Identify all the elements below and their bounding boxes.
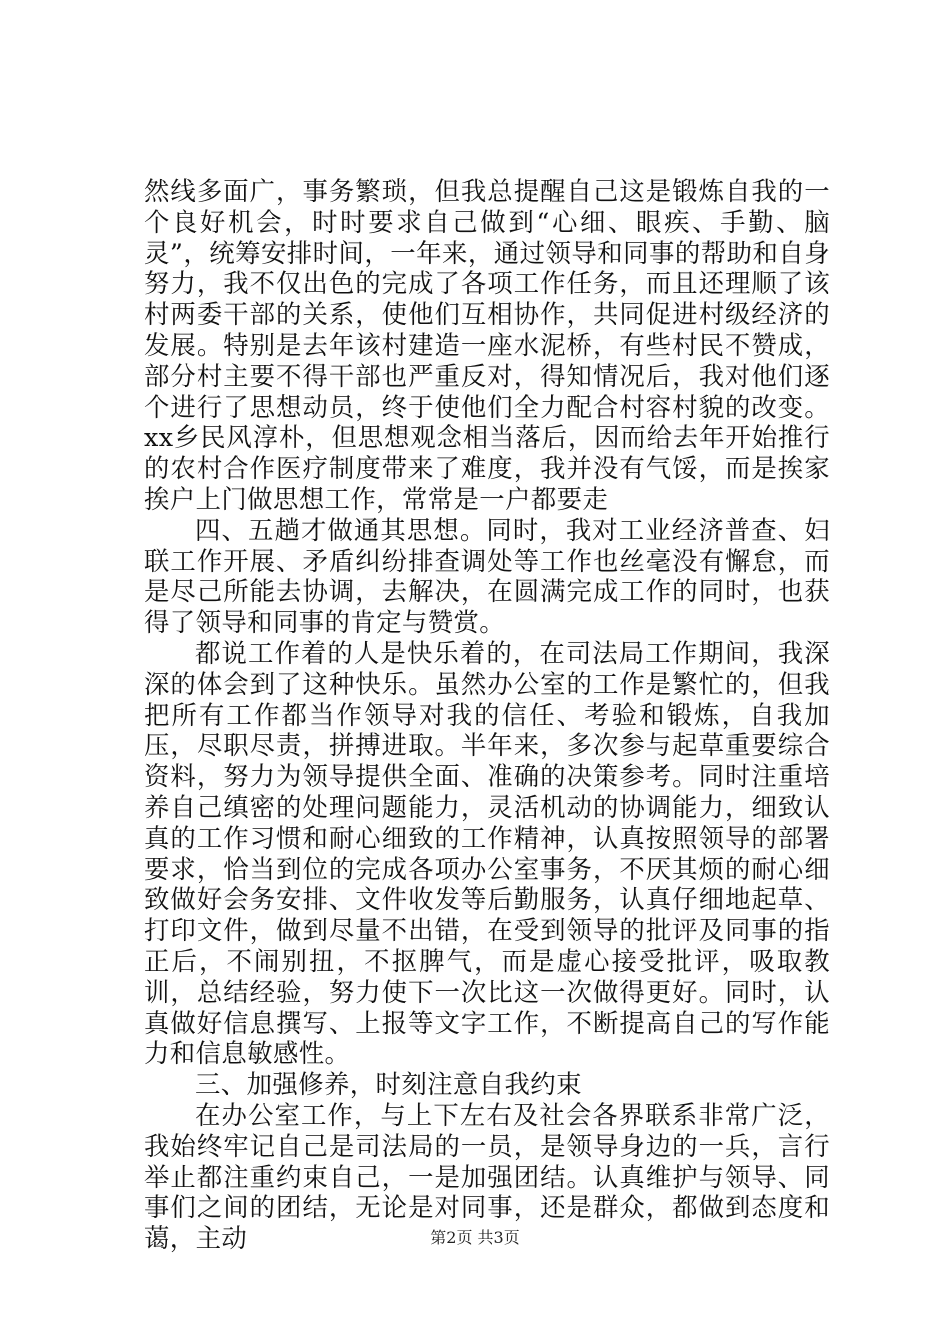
paragraph-office-work: 都说工作着的人是快乐着的，在司法局工作期间，我深深的体会到了这种快乐。虽然办公室的工作是繁忙的，但我把所有工作都当作领导对我的信任、考验和锻炼，自我加压，尽职尽责，拼搏进取。半年来，多次参与起草重要综合资料，努力为领导提供全面、准确的决策参考。同时注重培养自己缜密的处理问题能力，灵活机动的协调能力，细致认真的工作习惯和耐心细致的工作精神，认真按照领导的部署要求，恰当到位的完成各项办公室事务，不厌其烦的耐心细致做好会务安排、文件收发等后勤服务，认真仔细地起草、打印文件，做到尽量不出错，在受到领导的批评及同事的指正后，不闹别扭，不抠脾气，而是虚心接受批评，吸取教训，总结经验，努力使下一次比这一次做得更好。同时，认真做好信息撰写、上报等文字工作，不断提高自己的写作能力和信息敏感性。 <box>144 637 830 1069</box>
page-number-footer: 第2页 共3页 <box>430 1228 520 1247</box>
section-heading-self-discipline: 三、加强修养，时刻注意自我约束 <box>195 1069 582 1100</box>
paragraph-unity: 在办公室工作，与上下左右及社会各界联系非常广泛，我始终牢记自己是司法局的一员，是领导身边的一兵，言行举止都注重约束自己，一是加强团结。认真维护与领导、同事们之间的团结，无论是对同事，还是群众，都做到态度和蔼，主动 <box>144 1099 830 1254</box>
paragraph-continuation: 然线多面广，事务繁琐，但我总提醒自己这是锻炼自我的一个良好机会，时时要求自己做到“心细、眼疾、手勤、脑灵”，统筹安排时间，一年来，通过领导和同事的帮助和自身努力，我不仅出色的完成了各项工作任务，而且还理顺了该村两委干部的关系，使他们互相协作，共同促进村级经济的发展。特别是去年该村建造一座水泥桥，有些村民不赞成，部分村主要不得干部也严重反对，得知情况后，我对他们逐个进行了思想动员，终于使他们全力配合村容村貌的改变。xx乡民风淳朴，但思想观念相当落后，因而给去年开始推行的农村合作医疗制度带来了难度，我并没有气馁，而是挨家挨户上门做思想工作，常常是一户都要走 <box>144 176 830 514</box>
paragraph-work-coordination: 四、五趟才做通其思想。同时，我对工业经济普查、妇联工作开展、矛盾纠纷排查调处等工作也丝毫没有懈怠，而是尽己所能去协调，去解决，在圆满完成工作的同时，也获得了领导和同事的肯定与赞赏。 <box>144 514 830 638</box>
document-body <box>144 176 830 1254</box>
